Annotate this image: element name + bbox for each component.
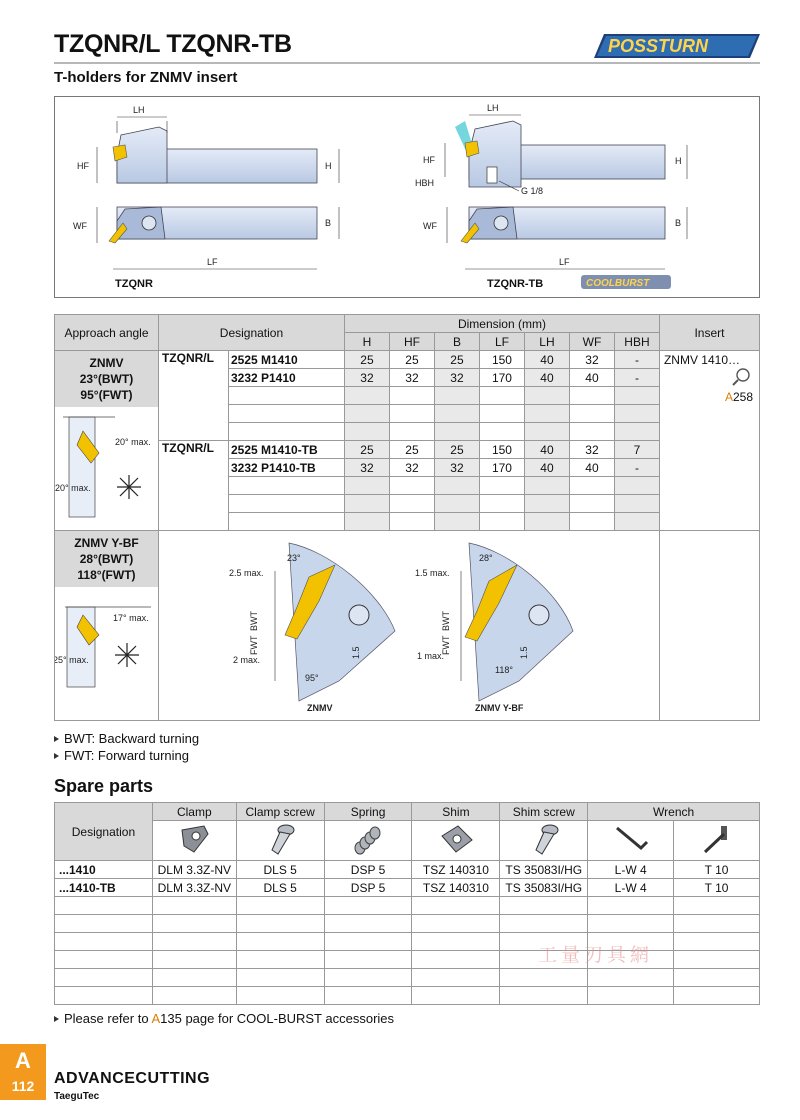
torx-wrench-icon [674, 821, 760, 861]
dim-value: 32 [569, 441, 614, 459]
insert-page-ref[interactable] [664, 390, 755, 404]
spare-blank-cell [324, 951, 412, 969]
dim-value: 32 [389, 459, 434, 477]
dim-blank [524, 387, 569, 405]
spare-value: DSP 5 [324, 879, 412, 897]
group2-approach-cell [55, 531, 159, 721]
spare-blank-cell [588, 987, 674, 1005]
spare-value: DLS 5 [236, 879, 324, 897]
spare-blank-cell [324, 897, 412, 915]
dim-h-left: H [325, 161, 332, 171]
dim-thread: G 1/8 [521, 186, 544, 196]
spare-value: TSZ 140310 [412, 879, 500, 897]
znmv-max-bottom: 2 max. [232, 655, 260, 665]
spare-col-designation: Designation [55, 803, 153, 861]
dim-blank [389, 387, 434, 405]
col-designation: Designation [158, 315, 344, 351]
tzqnr-tb-side-view [415, 103, 687, 196]
dim-blank [614, 495, 659, 513]
znmv-ybf-fwt: FWT [440, 635, 451, 655]
dim-blank [389, 477, 434, 495]
spare-blank-cell [674, 915, 760, 933]
group1-bottom-angle: 20° max. [55, 483, 92, 493]
col-h: H [344, 333, 389, 351]
znmv-angle-top: 23° [286, 553, 301, 563]
page-subtitle: T-holders for ZNMV insert [54, 69, 238, 86]
dim-value: - [614, 369, 659, 387]
dim-blank [389, 513, 434, 531]
dim-wf-left: WF [73, 221, 87, 231]
designation-blank [228, 513, 344, 531]
designation-blank [228, 477, 344, 495]
dim-value: 40 [524, 351, 569, 369]
dim-value: 32 [344, 459, 389, 477]
spare-blank-cell [236, 897, 324, 915]
bullet-icon [54, 736, 59, 742]
spare-value: L-W 4 [588, 861, 674, 879]
clamp-icon [152, 821, 236, 861]
znmv-angle-bottom: 95° [304, 673, 319, 683]
group2-approach-line-2: 28°(BWT) [79, 552, 134, 566]
ref-page[interactable]: 135 [160, 1011, 182, 1026]
footer-note: Please refer to A135 page for COOL-BURST accessories [54, 1011, 394, 1026]
dim-blank [569, 387, 614, 405]
spare-value: L-W 4 [588, 879, 674, 897]
dim-value: 25 [344, 351, 389, 369]
spare-value: TS 35083I/HG [500, 861, 588, 879]
designation-code: 3232 P1410 [228, 369, 344, 387]
designation-blank [228, 387, 344, 405]
znmv-ybf-detail [415, 543, 573, 713]
dim-blank [569, 405, 614, 423]
spare-blank-cell [324, 915, 412, 933]
designation-code: 2525 M1410-TB [228, 441, 344, 459]
spare-body [55, 861, 760, 1005]
spare-blank-cell [674, 951, 760, 969]
dim-blank [569, 513, 614, 531]
designation-code: 3232 P1410-TB [228, 459, 344, 477]
dim-blank [344, 513, 389, 531]
spare-blank-cell [236, 915, 324, 933]
series-prefix: TZQNR/L [158, 441, 228, 531]
spare-blank-cell [412, 933, 500, 951]
dim-value: 40 [569, 459, 614, 477]
spare-blank-cell [236, 951, 324, 969]
group2-top-angle: 17° max. [113, 613, 150, 623]
spare-blank-cell [55, 987, 153, 1005]
coolburst-text: COOLBURST [586, 278, 650, 289]
dim-blank [524, 513, 569, 531]
drawing-label-tzqnr-tb: TZQNR-TB [487, 278, 544, 290]
dim-blank [344, 495, 389, 513]
spare-parts-table [54, 802, 760, 1005]
legend-notes [54, 730, 199, 764]
znmv-dim: 1.5 [350, 646, 361, 659]
spare-blank-row [55, 969, 760, 987]
dim-blank [479, 495, 524, 513]
spare-row [55, 879, 760, 897]
group2-detail-svg [159, 531, 659, 717]
dim-value: 25 [434, 351, 479, 369]
taegutec-logo: TaeguTec [54, 1091, 100, 1102]
spare-blank-cell [674, 969, 760, 987]
spare-blank-cell [588, 915, 674, 933]
dim-blank [569, 495, 614, 513]
dim-lh-left: LH [133, 105, 145, 115]
znmv-ybf-label: ZNMV Y-BF [474, 703, 524, 713]
znmv-max-top: 2.5 max. [228, 568, 264, 578]
spare-blank-cell [412, 915, 500, 933]
dim-blank [479, 477, 524, 495]
dim-lh-right: LH [487, 103, 499, 113]
dimension-header-row [55, 315, 760, 333]
dim-blank [614, 477, 659, 495]
brand-text: POSSTURN [608, 36, 709, 56]
spare-blank-cell [152, 987, 236, 1005]
col-dimension: Dimension (mm) [344, 315, 659, 333]
group1-body [55, 351, 760, 531]
spare-blank-cell [55, 933, 153, 951]
dimension-row [55, 351, 760, 369]
dim-blank [344, 477, 389, 495]
znmv-ybf-angle-bottom: 118° [494, 665, 513, 675]
spare-designation: ...1410 [55, 861, 153, 879]
screw-icon [236, 821, 324, 861]
dim-lf-right: LF [559, 257, 570, 267]
dimension-row [55, 441, 760, 459]
group2-detail-cell [158, 531, 659, 721]
group1-top-angle: 20° max. [115, 437, 152, 447]
dim-value: 32 [389, 369, 434, 387]
dim-value: 25 [344, 441, 389, 459]
dim-value: 40 [524, 441, 569, 459]
posturn-logo [592, 30, 762, 62]
dim-blank [434, 387, 479, 405]
spare-parts-title: Spare parts [54, 776, 154, 796]
group2-approach-line-1: ZNMV Y-BF [74, 536, 139, 550]
dim-blank [479, 513, 524, 531]
designation-blank [228, 495, 344, 513]
dim-blank [344, 387, 389, 405]
spare-blank-cell [236, 969, 324, 987]
dim-blank [479, 387, 524, 405]
dim-value: 40 [524, 369, 569, 387]
dim-value: 170 [479, 369, 524, 387]
dim-blank [389, 495, 434, 513]
col-lh: LH [524, 333, 569, 351]
col-hbh: HBH [614, 333, 659, 351]
group1-approach-line-2: 23°(BWT) [79, 372, 134, 386]
page-tab [0, 1044, 46, 1100]
dim-h-right: H [675, 156, 682, 166]
spare-col-wrench: Wrench [588, 803, 760, 821]
znmv-label: ZNMV [306, 703, 333, 713]
dim-value: 32 [344, 369, 389, 387]
dim-value: 25 [434, 441, 479, 459]
dim-blank [569, 423, 614, 441]
spare-blank-cell [152, 951, 236, 969]
dim-blank [524, 405, 569, 423]
spare-picture-row [55, 821, 760, 861]
dim-blank [524, 477, 569, 495]
designation-blank [228, 405, 344, 423]
spare-blank-cell [412, 897, 500, 915]
page-title: TZQNR/L TZQNR-TB [54, 30, 292, 58]
dim-value: 150 [479, 351, 524, 369]
holder-drawing-svg [55, 97, 759, 297]
spare-blank-cell [674, 933, 760, 951]
dim-blank [344, 423, 389, 441]
dim-blank [479, 423, 524, 441]
shim-screw-icon [500, 821, 588, 861]
dim-blank [434, 423, 479, 441]
spare-blank-cell [324, 933, 412, 951]
znmv-ybf-max-bottom: 1 max. [416, 651, 444, 661]
znmv-ybf-angle-top: 28° [478, 553, 493, 563]
drawing-label-tzqnr: TZQNR [115, 278, 153, 290]
group1-approach-line-3: 95°(FWT) [80, 388, 133, 402]
spare-blank-cell [324, 969, 412, 987]
spare-blank-cell [412, 969, 500, 987]
spare-blank-row [55, 897, 760, 915]
col-b: B [434, 333, 479, 351]
znmv-detail [229, 543, 395, 713]
dim-value: 170 [479, 459, 524, 477]
spare-blank-cell [55, 969, 153, 987]
spare-blank-row [55, 915, 760, 933]
spare-value: TS 35083I/HG [500, 879, 588, 897]
group2-row [55, 531, 760, 721]
group2-bottom-angle: 25° max. [55, 655, 90, 665]
spare-value: TSZ 140310 [412, 861, 500, 879]
znmv-bwt: BWT [248, 611, 259, 631]
group1-approach-cell [55, 351, 159, 531]
spare-blank-cell [674, 987, 760, 1005]
bullet-icon [54, 1016, 59, 1022]
dim-value: 32 [569, 351, 614, 369]
spare-blank-cell [236, 987, 324, 1005]
spare-col-spring: Spring [324, 803, 412, 821]
group1-approach-label [55, 351, 158, 407]
spare-blank-cell [412, 951, 500, 969]
dim-value: 40 [524, 459, 569, 477]
spare-value: DSP 5 [324, 861, 412, 879]
group2-angle-diagram [55, 587, 157, 713]
spare-blank-cell [588, 897, 674, 915]
znmv-ybf-max-top: 1.5 max. [414, 568, 450, 578]
spare-value: DLM 3.3Z-NV [152, 861, 236, 879]
spare-value: DLM 3.3Z-NV [152, 879, 236, 897]
dim-blank [524, 423, 569, 441]
dim-blank [434, 405, 479, 423]
designation-blank [228, 423, 344, 441]
spring-icon [324, 821, 412, 861]
spare-blank-cell [55, 915, 153, 933]
spare-value: DLS 5 [236, 861, 324, 879]
dim-value: 25 [389, 351, 434, 369]
znmv-fwt: FWT [248, 635, 259, 655]
spare-blank-cell [324, 987, 412, 1005]
dim-blank [434, 513, 479, 531]
spare-blank-cell [152, 915, 236, 933]
group2-insert-cell [659, 531, 759, 721]
spare-col-shim-screw: Shim screw [500, 803, 588, 821]
dim-blank [434, 477, 479, 495]
dim-value: 32 [434, 369, 479, 387]
spare-blank-cell [500, 969, 588, 987]
spare-col-clamp: Clamp [152, 803, 236, 821]
spare-blank-row [55, 951, 760, 969]
dim-value: 40 [569, 369, 614, 387]
dim-value: 150 [479, 441, 524, 459]
ref-letter: A [151, 1011, 161, 1026]
col-wf: WF [569, 333, 614, 351]
insert-ref-letter: A [724, 390, 733, 404]
dim-hbh: HBH [415, 178, 435, 188]
watermark: 工量刃具網 [538, 945, 654, 966]
col-lf: LF [479, 333, 524, 351]
page-number: 112 [11, 1078, 35, 1094]
dim-blank [389, 405, 434, 423]
spare-blank-cell [412, 987, 500, 1005]
insert-lookup-icon[interactable] [664, 367, 755, 390]
advance-cutting-logo: ADVANCECUTTING [54, 1070, 211, 1087]
shim-icon [412, 821, 500, 861]
dim-blank [614, 405, 659, 423]
col-hf: HF [389, 333, 434, 351]
series-prefix: TZQNR/L [158, 351, 228, 441]
note-fwt: FWT: Forward turning [54, 747, 199, 764]
dim-blank [389, 423, 434, 441]
spare-blank-cell [55, 951, 153, 969]
tzqnr-top-view [73, 207, 339, 269]
znmv-ybf-bwt: BWT [440, 611, 451, 631]
bullet-icon [54, 753, 59, 759]
dim-b-right: B [675, 218, 682, 228]
spare-blank-row [55, 933, 760, 951]
dim-value: 7 [614, 441, 659, 459]
group1-approach-line-1: ZNMV [89, 356, 124, 370]
dim-value: - [614, 459, 659, 477]
dim-hf-left: HF [77, 161, 89, 171]
spare-blank-cell [152, 969, 236, 987]
spare-blank-cell [500, 897, 588, 915]
spare-value: T 10 [674, 879, 760, 897]
col-insert: Insert [659, 315, 759, 351]
dim-blank [524, 495, 569, 513]
spare-blank-cell [674, 897, 760, 915]
dim-lf-left: LF [207, 257, 218, 267]
dim-value: 32 [434, 459, 479, 477]
designation-code: 2525 M1410 [228, 351, 344, 369]
col-approach-angle: Approach angle [55, 315, 159, 351]
spare-row [55, 861, 760, 879]
spare-col-shim: Shim [412, 803, 500, 821]
note-bwt: BWT: Backward turning [54, 730, 199, 747]
dim-value: 25 [389, 441, 434, 459]
dim-blank [614, 513, 659, 531]
dim-hf-right: HF [423, 155, 435, 165]
spare-blank-cell [500, 987, 588, 1005]
tzqnr-tb-top-view [423, 207, 687, 269]
znmv-ybf-dim: 1.5 [518, 646, 529, 659]
dim-value: - [614, 351, 659, 369]
spare-blank-cell [152, 897, 236, 915]
spare-blank-cell [152, 933, 236, 951]
title-rule [54, 62, 760, 64]
dim-blank [434, 495, 479, 513]
dim-blank [614, 387, 659, 405]
spare-blank-cell [500, 915, 588, 933]
group1-angle-diagram [55, 407, 157, 525]
hex-wrench-icon [588, 821, 674, 861]
tzqnr-side-view [77, 105, 339, 183]
dim-blank [344, 405, 389, 423]
group1-insert-cell [659, 351, 759, 531]
dimension-table [54, 314, 760, 721]
spare-designation: ...1410-TB [55, 879, 153, 897]
coolburst-logo [581, 275, 671, 289]
spare-blank-row [55, 987, 760, 1005]
group2-approach-line-3: 118°(FWT) [77, 568, 136, 582]
spare-header-row [55, 803, 760, 821]
dim-blank [569, 477, 614, 495]
insert-ref-page: 258 [732, 390, 753, 404]
page-letter: A [15, 1048, 31, 1073]
spare-blank-cell [588, 969, 674, 987]
spare-value: T 10 [674, 861, 760, 879]
dim-blank [479, 405, 524, 423]
insert-name: ZNMV 1410… [663, 353, 740, 367]
dim-b-left: B [325, 218, 332, 228]
holder-drawings [54, 96, 760, 298]
spare-blank-cell [236, 933, 324, 951]
spare-col-clamp-screw: Clamp screw [236, 803, 324, 821]
dim-wf-right: WF [423, 221, 437, 231]
dim-blank [614, 423, 659, 441]
group2-approach-label [55, 531, 158, 587]
spare-blank-cell [55, 897, 153, 915]
